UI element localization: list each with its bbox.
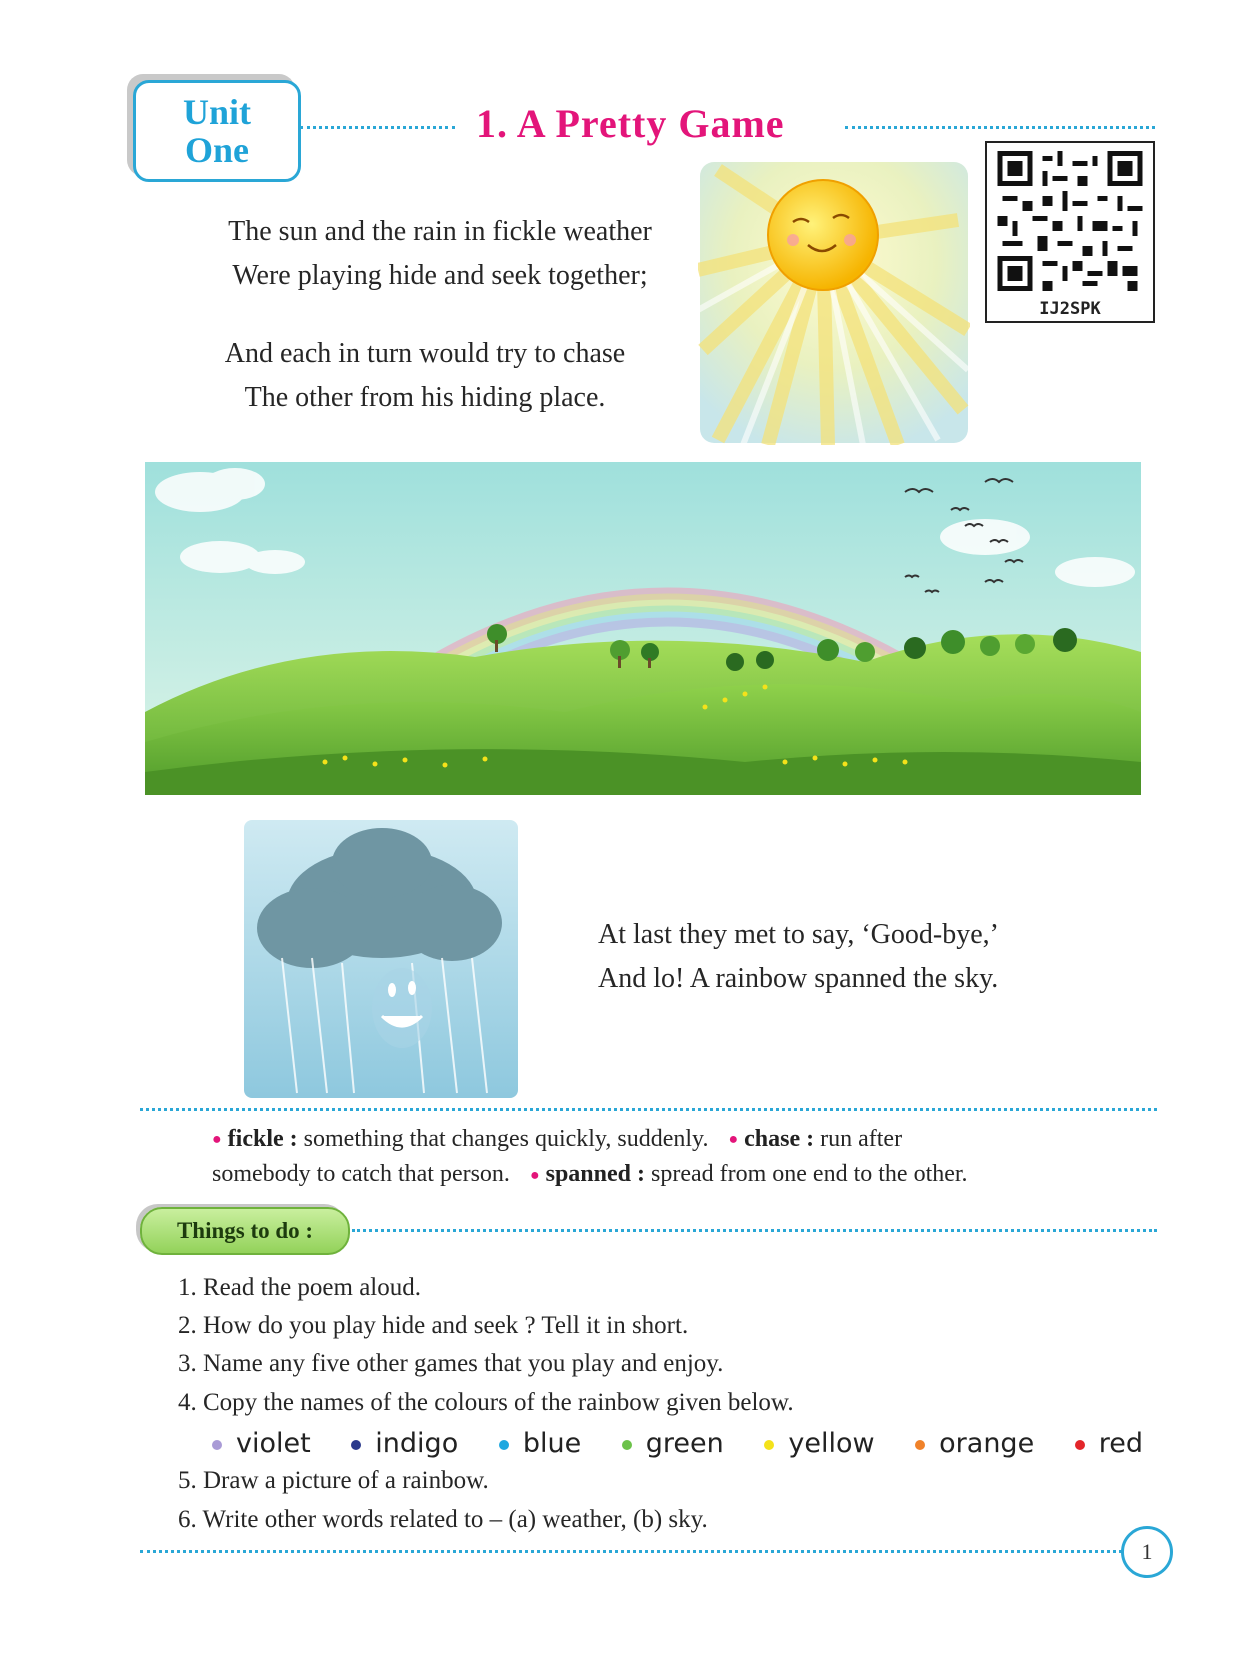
- poem-line: And each in turn would try to chase: [224, 338, 626, 369]
- glossary-word: spanned :: [545, 1161, 645, 1188]
- list-item: 6. Write other words related to – (a) weather, (b) sky.: [178, 1506, 708, 1533]
- things-to-do-list: [178, 0, 1178, 1654]
- dot-icon: [212, 1440, 222, 1450]
- bullet-icon: ●: [529, 1166, 540, 1184]
- glossary-meaning: spread from one end to the other.: [650, 1161, 968, 1188]
- list-item: 1. Read the poem aloud.: [178, 1274, 421, 1301]
- bullet-icon: ●: [728, 1131, 739, 1149]
- qr-code-label: IJ2SPK: [1039, 299, 1101, 319]
- unit-label: Unit: [182, 92, 251, 132]
- color-violet: violet: [212, 1428, 311, 1459]
- dot-icon: [622, 1440, 632, 1450]
- footer-rule: [140, 1550, 1122, 1553]
- color-blue: blue: [499, 1428, 581, 1459]
- list-item: 2. How do you play hide and seek ? Tell it in short.: [178, 1312, 689, 1339]
- things-to-do-label: Things to do :: [140, 1207, 350, 1255]
- poem-line: At last they met to say, ‘Good-bye,’: [598, 919, 999, 950]
- glossary-word: fickle :: [227, 1126, 298, 1152]
- list-item: 4. Copy the names of the colours of the rainbow given below.: [178, 1389, 794, 1416]
- bullet-icon: ●: [212, 1131, 222, 1149]
- unit-number: One: [184, 130, 249, 170]
- dot-icon: [915, 1440, 925, 1450]
- poem-line: The sun and the rain in fickle weather: [228, 216, 652, 247]
- poem-line: The other from his hiding place.: [244, 382, 606, 413]
- page-number: 1: [1121, 1526, 1173, 1578]
- glossary-meaning: something that changes quickly, suddenly.: [303, 1126, 709, 1152]
- dot-icon: [1075, 1440, 1085, 1450]
- dot-icon: [499, 1440, 509, 1450]
- rainbow-colors-row: [212, 1428, 1143, 1459]
- dot-icon: [351, 1440, 361, 1450]
- color-orange: orange: [915, 1428, 1034, 1459]
- dot-icon: [764, 1440, 774, 1450]
- page-title: 1. A Pretty Game: [476, 101, 785, 146]
- glossary-meaning: run after: [820, 1126, 903, 1152]
- color-red: red: [1075, 1428, 1143, 1459]
- poem-line: And lo! A rainbow spanned the sky.: [598, 963, 999, 994]
- poem-line: Were playing hide and seek together;: [232, 260, 648, 291]
- color-green: green: [622, 1428, 724, 1459]
- color-yellow: yellow: [764, 1428, 874, 1459]
- list-item: 5. Draw a picture of a rainbow.: [178, 1467, 489, 1494]
- list-item: 3. Name any five other games that you play and enjoy.: [178, 1350, 724, 1377]
- glossary-word: chase :: [744, 1126, 815, 1152]
- color-indigo: indigo: [351, 1428, 458, 1459]
- glossary-meaning: somebody to catch that person.: [212, 1161, 510, 1188]
